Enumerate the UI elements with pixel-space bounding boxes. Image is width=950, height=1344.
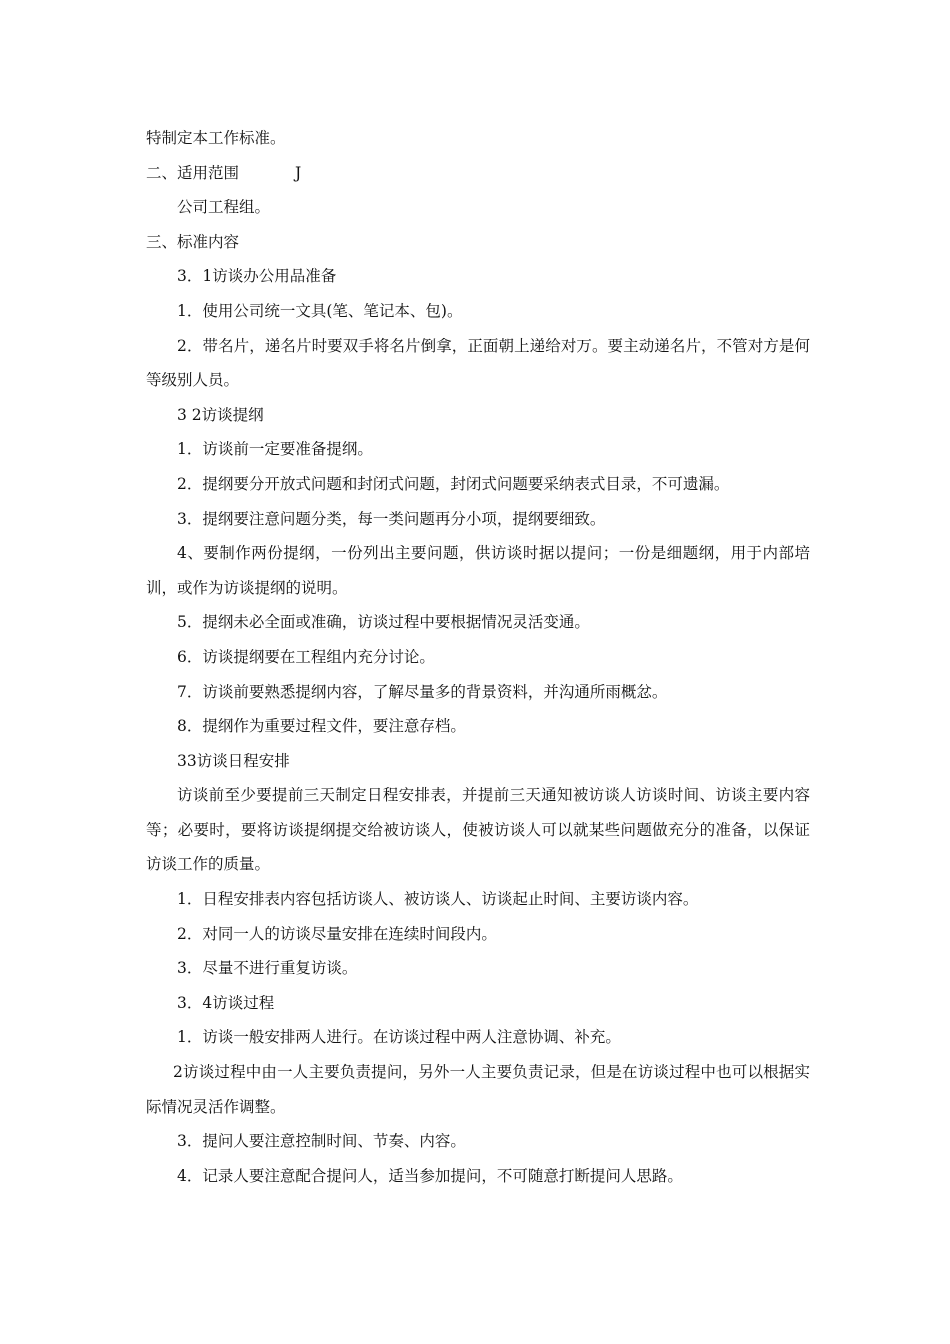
list-item: 6．访谈提纲要在工程组内充分讨论。 xyxy=(177,647,435,666)
document-body xyxy=(146,121,810,1193)
paragraph: 访谈前至少要提前三天制定日程安排表，并提前三天通知被访谈人访谈时间、访谈主要内容等；必要时，要将访谈提纲提交给被访谈人，使被访谈人可以就某些问题做充分的准备，以保证访谈工作的质量。 xyxy=(146,786,810,874)
list-item: 2．对同一人的访谈尽量安排在连续时间段内。 xyxy=(177,924,497,943)
list-item: 3．提问人要注意控制时间、节奏、内容。 xyxy=(177,1132,466,1151)
section-heading-scope xyxy=(146,156,810,191)
list-item: 1．日程安排表内容包括访谈人、被访谈人、访谈起止时间、主要访谈内容。 xyxy=(177,890,699,909)
section-heading-content: 三、标准内容 xyxy=(146,232,240,251)
subsection-heading: 3．1访谈办公用品准备 xyxy=(177,267,337,286)
paragraph: 特制定本工作标准。 xyxy=(146,129,286,147)
list-item: 1．访谈一般安排两人进行。在访谈过程中两人注意协调、补充。 xyxy=(177,1028,621,1047)
list-item: 2．提纲要分开放式问题和封闭式问题，封闭式问题要采纳表式目录，不可遗漏。 xyxy=(177,474,730,493)
list-item: 4．记录人要注意配合提问人，适当参加提问，不可随意打断提问人思路。 xyxy=(177,1166,683,1185)
list-item: 3．提纲要注意问题分类，每一类问题再分小项，提纲要细致。 xyxy=(177,509,606,528)
subsection-heading: 3 2访谈提纲 xyxy=(177,405,264,424)
list-item: 1．访谈前一定要准备提纲。 xyxy=(177,440,373,459)
list-item: 4、要制作两份提纲，一份列出主要问题，供访谈时据以提问；一份是细题纲，用于内部培训，或作为访谈提纲的说明。 xyxy=(146,544,810,597)
subsection-heading: 33访谈日程安排 xyxy=(177,751,290,770)
paragraph: 公司工程组。 xyxy=(177,198,271,217)
list-item: 2．带名片，递名片时要双手将名片倒拿，正面朝上递给对万。要主动递名片，不管对方是何等级别人员。 xyxy=(146,336,810,390)
list-item: 3．尽量不进行重复访谈。 xyxy=(177,959,358,978)
heading-text: 二、适用范围 xyxy=(146,163,240,182)
list-item: 5．提纲未必全面或准确，访谈过程中要根据情况灵活变通。 xyxy=(177,613,590,632)
list-item: 2访谈过程中由一人主要负责提问，另外一人主要负责记录，但是在访谈过程中也可以根据实际情况灵活作调整。 xyxy=(146,1063,810,1116)
list-item: 7．访谈前要熟悉提纲内容，了解尽量多的背景资料，并沟通所雨概忿。 xyxy=(177,682,668,701)
list-item: 1．使用公司统一文具(笔、笔记本、包)。 xyxy=(177,301,463,320)
stray-mark: J xyxy=(295,163,302,182)
subsection-heading: 3．4访谈过程 xyxy=(177,993,275,1012)
list-item: 8．提纲作为重要过程文件，要注意存档。 xyxy=(177,717,466,736)
